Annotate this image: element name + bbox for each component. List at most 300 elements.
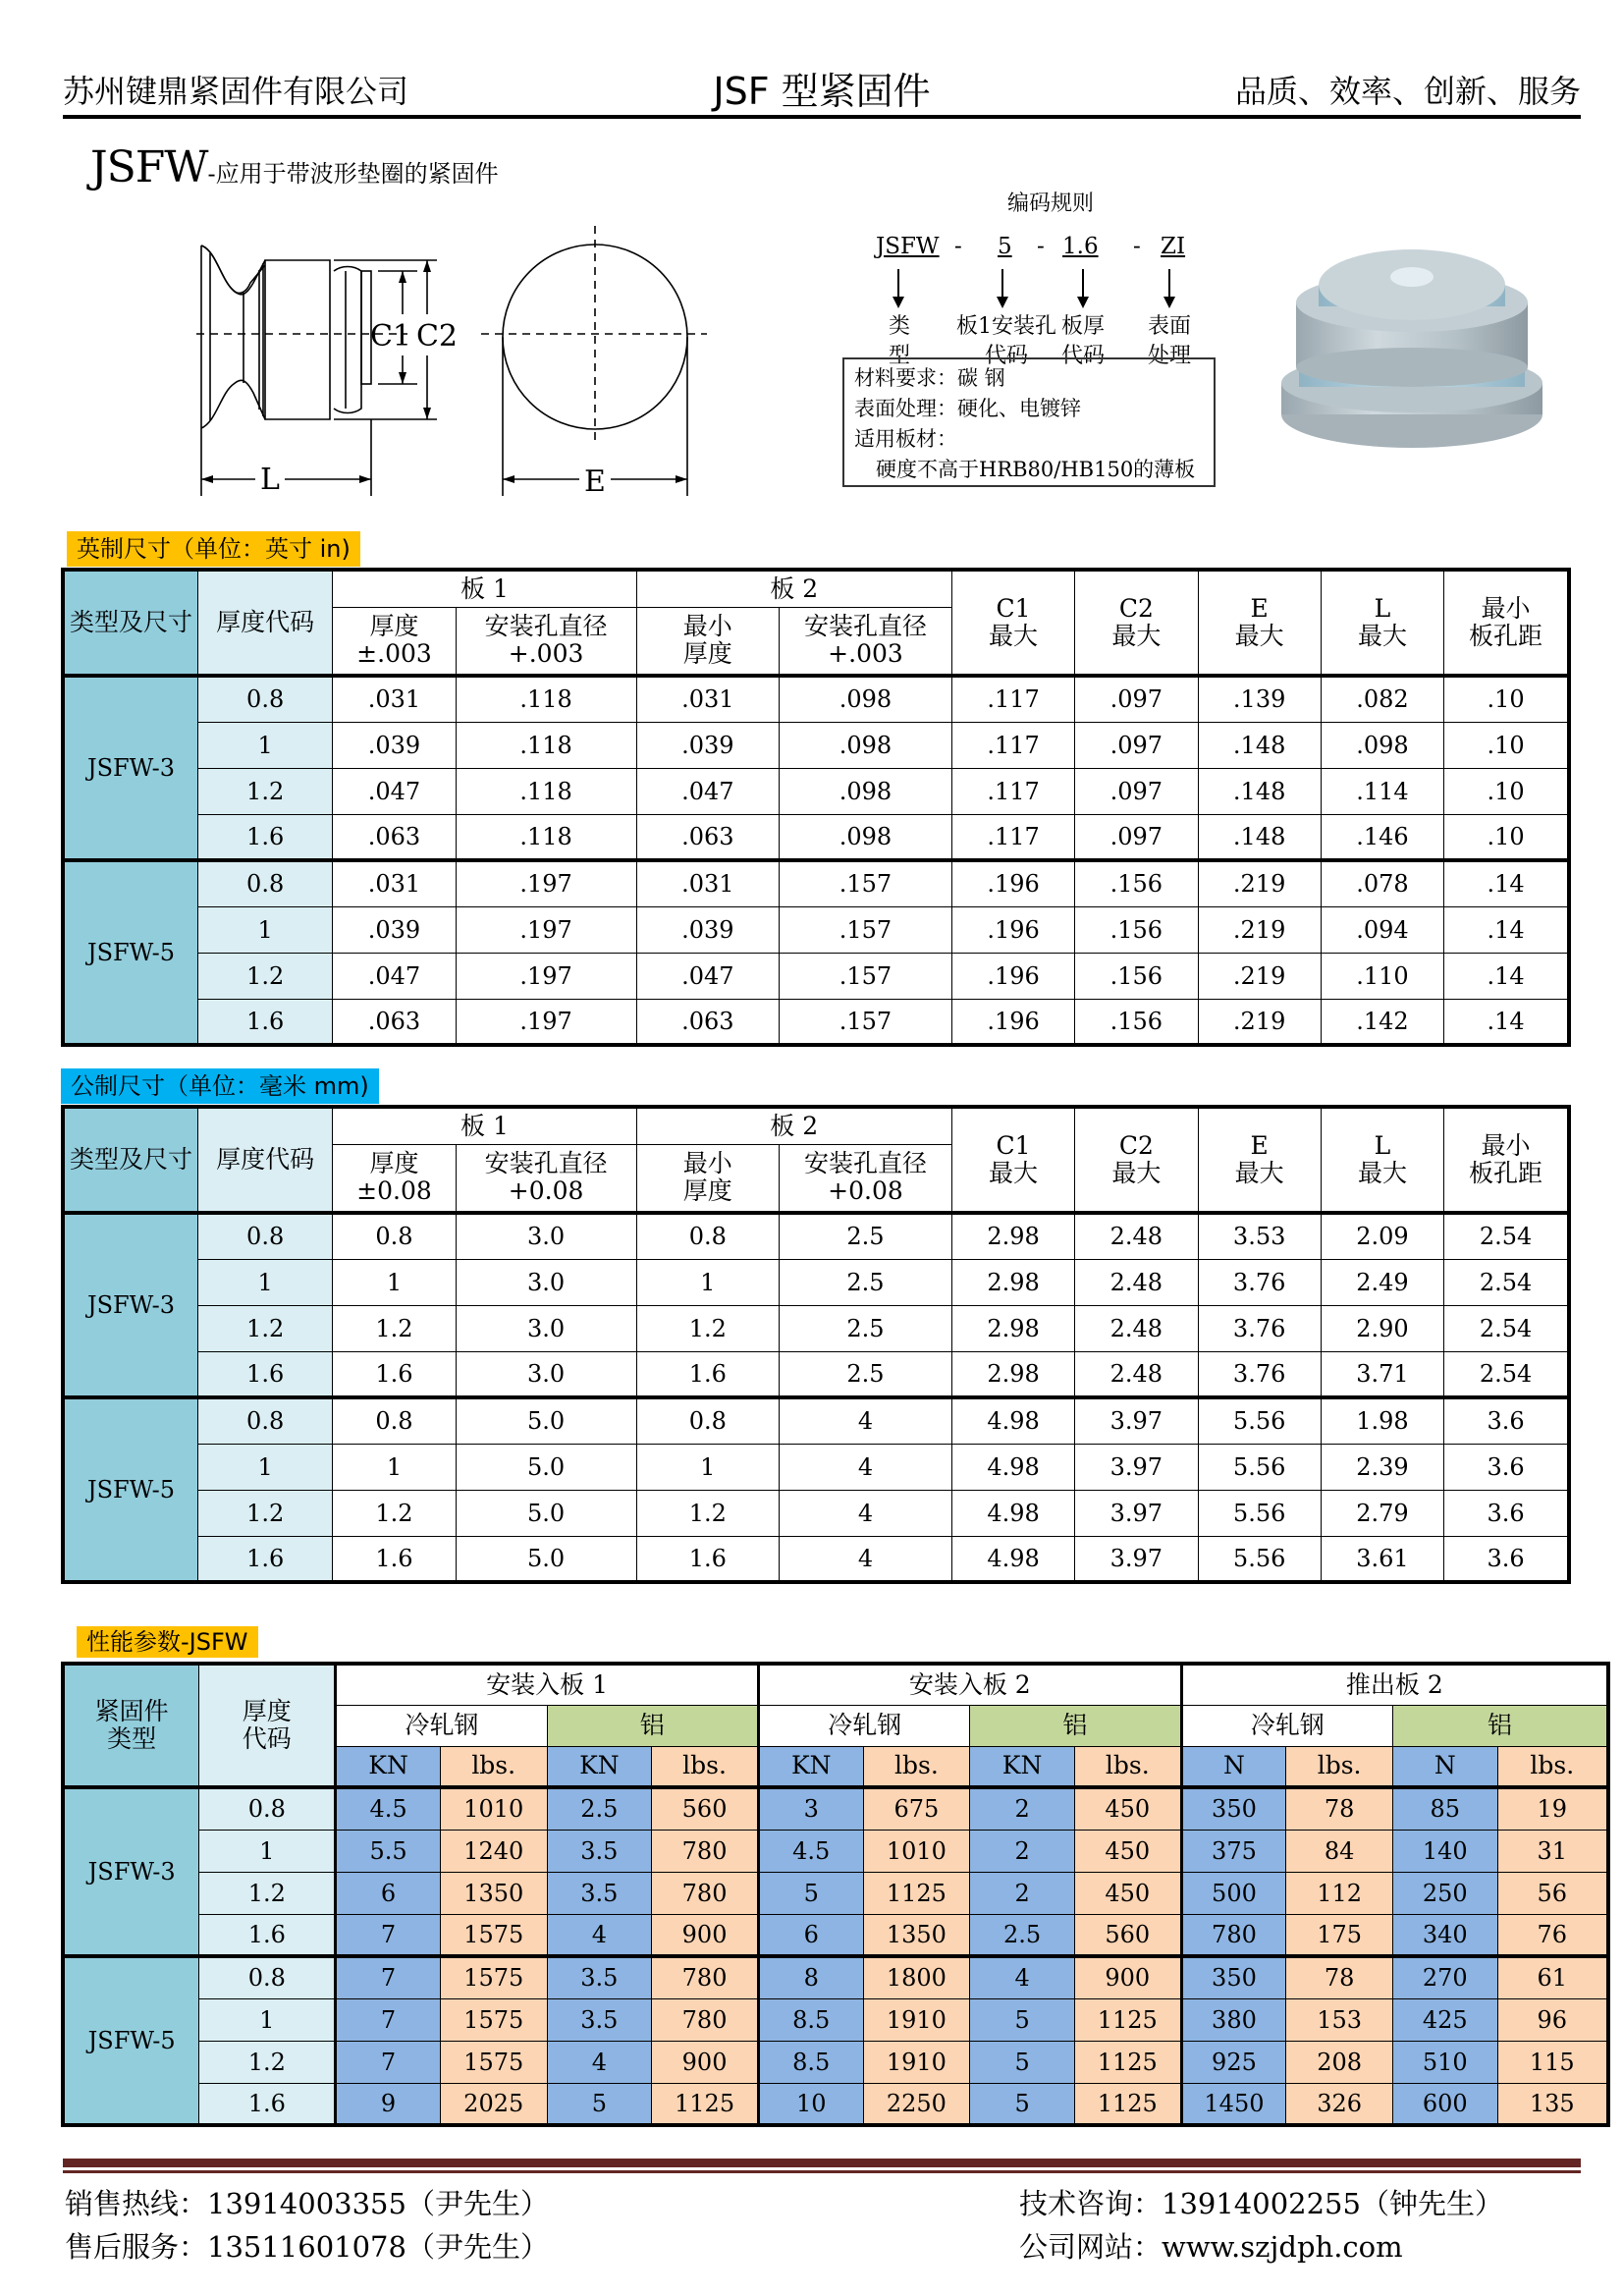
table-row — [63, 722, 1569, 768]
table-row — [63, 1351, 1569, 1397]
thickness-code-cell: 1 — [199, 1830, 336, 1872]
lbs-value-cell: 78 — [1286, 1787, 1393, 1830]
header-divider — [63, 115, 1581, 119]
lbs-value-cell: 780 — [652, 1872, 759, 1914]
table-row — [63, 1956, 1608, 1998]
thickness-code-cell: 1 — [197, 906, 332, 953]
value-cell: .117 — [951, 768, 1074, 814]
fastener-type-cell: JSFW-5 — [63, 860, 197, 1045]
value-cell: 2.98 — [951, 1259, 1074, 1305]
lbs-value-cell: 450 — [1074, 1830, 1181, 1872]
force-value-cell: 3.5 — [547, 1956, 652, 1998]
lbs-value-cell: 76 — [1497, 1914, 1608, 1956]
force-value-cell: 7 — [336, 1914, 441, 1956]
header-p2-hole: 安装孔直径 +.003 — [780, 607, 952, 676]
thickness-code-cell: 0.8 — [197, 1397, 332, 1444]
value-cell: 2.54 — [1444, 1213, 1569, 1259]
force-value-cell: 4 — [547, 2041, 652, 2083]
header-unit-lbs: lbs. — [1497, 1746, 1608, 1787]
force-value-cell: 10 — [758, 2083, 863, 2125]
value-cell: 1 — [333, 1444, 456, 1490]
value-cell: .10 — [1444, 722, 1569, 768]
value-cell: .219 — [1198, 999, 1321, 1045]
code-label-type: 类 型 — [888, 314, 910, 368]
force-value-cell: 510 — [1392, 2041, 1497, 2083]
value-cell: 1.98 — [1321, 1397, 1443, 1444]
force-value-cell: 2.5 — [970, 1914, 1075, 1956]
value-cell: .197 — [456, 953, 636, 999]
value-cell: 4.98 — [951, 1490, 1074, 1536]
value-cell: 4.98 — [951, 1397, 1074, 1444]
table-row — [63, 1305, 1569, 1351]
table-row — [63, 906, 1569, 953]
table-row — [63, 676, 1569, 722]
lbs-value-cell: 78 — [1286, 1956, 1393, 1998]
value-cell: 3.6 — [1444, 1397, 1569, 1444]
plate-label: 适用板材： — [854, 427, 957, 451]
lbs-value-cell: 1125 — [1074, 1998, 1181, 2041]
value-cell: 4 — [780, 1397, 952, 1444]
value-cell: 4.98 — [951, 1536, 1074, 1582]
header-unit-lbs: lbs. — [1074, 1746, 1181, 1787]
value-cell: .082 — [1321, 676, 1443, 722]
value-cell: .098 — [780, 722, 952, 768]
value-cell: 3.6 — [1444, 1444, 1569, 1490]
thickness-code-cell: 1.6 — [199, 2083, 336, 2125]
value-cell: .063 — [636, 999, 780, 1045]
fastener-type-cell: JSFW-3 — [63, 1787, 199, 1956]
plate-value: 硬度不高于HRB80/HB150的薄板 — [876, 458, 1196, 481]
lbs-value-cell: 780 — [652, 1956, 759, 1998]
value-cell: 1.6 — [333, 1536, 456, 1582]
thickness-code-cell: 1.6 — [199, 1914, 336, 1956]
thickness-code-cell: 1.2 — [197, 768, 332, 814]
value-cell: .039 — [333, 906, 456, 953]
value-cell: .197 — [456, 999, 636, 1045]
header-unit-n: N — [1392, 1746, 1497, 1787]
thickness-code-cell: 1 — [197, 1444, 332, 1490]
table-row — [63, 814, 1569, 860]
code-part-type: JSFW — [876, 234, 940, 259]
value-cell: 5.0 — [456, 1397, 636, 1444]
document-title: JSF 型紧固件 — [713, 70, 931, 113]
force-value-cell: 9 — [336, 2083, 441, 2125]
value-cell: 3.61 — [1321, 1536, 1443, 1582]
force-value-cell: 600 — [1392, 2083, 1497, 2125]
value-cell: .156 — [1075, 999, 1198, 1045]
table-row — [63, 1490, 1569, 1536]
force-value-cell: 5 — [970, 1998, 1075, 2041]
table-row — [63, 1998, 1608, 2041]
value-cell: .118 — [456, 676, 636, 722]
value-cell: 2.98 — [951, 1305, 1074, 1351]
value-cell: .110 — [1321, 953, 1443, 999]
lbs-value-cell: 1125 — [1074, 2041, 1181, 2083]
value-cell: .146 — [1321, 814, 1443, 860]
value-cell: 5.0 — [456, 1444, 636, 1490]
force-value-cell: 8.5 — [758, 2041, 863, 2083]
value-cell: 0.8 — [333, 1213, 456, 1259]
value-cell: .148 — [1198, 768, 1321, 814]
value-cell: .156 — [1075, 953, 1198, 999]
value-cell: .14 — [1444, 999, 1569, 1045]
product-photo — [1255, 206, 1579, 452]
force-value-cell: 2 — [970, 1872, 1075, 1914]
value-cell: .031 — [636, 676, 780, 722]
fastener-type-cell: JSFW-3 — [63, 676, 197, 860]
table-row — [63, 2041, 1608, 2083]
value-cell: 2.98 — [951, 1213, 1074, 1259]
force-value-cell: 140 — [1392, 1830, 1497, 1872]
value-cell: 1.6 — [333, 1351, 456, 1397]
value-cell: .148 — [1198, 722, 1321, 768]
value-cell: .118 — [456, 768, 636, 814]
force-value-cell: 375 — [1181, 1830, 1286, 1872]
lbs-value-cell: 675 — [863, 1787, 970, 1830]
force-value-cell: 6 — [758, 1914, 863, 1956]
force-value-cell: 5.5 — [336, 1830, 441, 1872]
lbs-value-cell: 1575 — [440, 2041, 547, 2083]
value-cell: 2.09 — [1321, 1213, 1443, 1259]
lbs-value-cell: 1575 — [440, 1914, 547, 1956]
value-cell: .219 — [1198, 906, 1321, 953]
value-cell: .098 — [780, 814, 952, 860]
c2-label: C2 — [415, 319, 459, 354]
value-cell: .157 — [780, 953, 952, 999]
force-value-cell: 8.5 — [758, 1998, 863, 2041]
fastener-type-cell: JSFW-5 — [63, 1956, 199, 2125]
header-e: E 最大 — [1198, 1107, 1321, 1213]
value-cell: .118 — [456, 814, 636, 860]
force-value-cell: 925 — [1181, 2041, 1286, 2083]
lbs-value-cell: 1240 — [440, 1830, 547, 1872]
value-cell: .078 — [1321, 860, 1443, 906]
product-code: JSFW — [90, 142, 208, 192]
value-cell: 2.39 — [1321, 1444, 1443, 1490]
lbs-value-cell: 560 — [1074, 1914, 1181, 1956]
value-cell: 3.97 — [1075, 1444, 1198, 1490]
arrow-down-icon — [897, 269, 899, 306]
value-cell: 1 — [636, 1259, 780, 1305]
code-separator: - — [1037, 234, 1045, 259]
value-cell: 1.2 — [333, 1305, 456, 1351]
force-value-cell: 4 — [970, 1956, 1075, 1998]
header-l: L 最大 — [1321, 570, 1443, 676]
value-cell: .117 — [951, 814, 1074, 860]
value-cell: 2.49 — [1321, 1259, 1443, 1305]
lbs-value-cell: 560 — [652, 1787, 759, 1830]
lbs-value-cell: 135 — [1497, 2083, 1608, 2125]
table-row — [63, 768, 1569, 814]
lbs-value-cell: 1575 — [440, 1998, 547, 2041]
value-cell: .196 — [951, 999, 1074, 1045]
table-row — [63, 1397, 1569, 1444]
value-cell: 3.0 — [456, 1259, 636, 1305]
lbs-value-cell: 900 — [1074, 1956, 1181, 1998]
value-cell: .219 — [1198, 953, 1321, 999]
value-cell: .098 — [780, 676, 952, 722]
header-steel: 冷轧钢 — [336, 1705, 547, 1746]
thickness-code-cell: 1.2 — [199, 1872, 336, 1914]
value-cell: 2.48 — [1075, 1351, 1198, 1397]
side-view — [201, 231, 491, 496]
value-cell: 2.79 — [1321, 1490, 1443, 1536]
force-value-cell: 3.5 — [547, 1830, 652, 1872]
value-cell: .197 — [456, 860, 636, 906]
table-row — [63, 1259, 1569, 1305]
value-cell: .117 — [951, 722, 1074, 768]
force-value-cell: 5 — [970, 2083, 1075, 2125]
header-unit-kn: KN — [336, 1746, 441, 1787]
thickness-code-cell: 1 — [197, 1259, 332, 1305]
force-value-cell: 5 — [970, 2041, 1075, 2083]
product-subtitle: -应用于带波形垫圈的紧固件 — [207, 160, 499, 188]
value-cell: .157 — [780, 860, 952, 906]
table-row — [63, 1536, 1569, 1582]
value-cell: .196 — [951, 860, 1074, 906]
tech-support: 技术咨询：13914002255（钟先生） — [1019, 2187, 1503, 2220]
header-c2: C2 最大 — [1075, 570, 1198, 676]
l-label: L — [260, 463, 280, 497]
code-part-surface: ZI — [1161, 234, 1186, 259]
header-c1: C1 最大 — [951, 1107, 1074, 1213]
table-row — [63, 860, 1569, 906]
code-rule-title: 编码规则 — [1006, 191, 1094, 216]
value-cell: .063 — [636, 814, 780, 860]
lbs-value-cell: 1125 — [652, 2083, 759, 2125]
header-min-pitch: 最小 板孔距 — [1444, 1107, 1569, 1213]
company-name: 苏州键鼎紧固件有限公司 — [63, 73, 409, 110]
fastener-type-cell: JSFW-5 — [63, 1397, 197, 1582]
value-cell: .047 — [333, 768, 456, 814]
thickness-code-cell: 0.8 — [197, 676, 332, 722]
value-cell: 2.48 — [1075, 1213, 1198, 1259]
header-unit-lbs: lbs. — [440, 1746, 547, 1787]
lbs-value-cell: 115 — [1497, 2041, 1608, 2083]
table-row — [63, 1444, 1569, 1490]
thickness-code-cell: 1.2 — [197, 1490, 332, 1536]
value-cell: 1 — [333, 1259, 456, 1305]
force-value-cell: 4 — [547, 1914, 652, 1956]
header-install-plate1: 安装入板 1 — [336, 1664, 759, 1705]
value-cell: .097 — [1075, 814, 1198, 860]
value-cell: .156 — [1075, 860, 1198, 906]
value-cell: .156 — [1075, 906, 1198, 953]
value-cell: .039 — [333, 722, 456, 768]
table-row — [63, 1213, 1569, 1259]
header-thick-code: 厚度代码 — [197, 1107, 332, 1213]
header-p1-thickness: 厚度 ±.003 — [333, 607, 456, 676]
lbs-value-cell: 1575 — [440, 1956, 547, 1998]
table-row — [63, 1872, 1608, 1914]
thickness-code-cell: 1.2 — [199, 2041, 336, 2083]
thickness-code-cell: 0.8 — [199, 1787, 336, 1830]
value-cell: 5.56 — [1198, 1490, 1321, 1536]
header-type: 类型及尺寸 — [63, 1107, 197, 1213]
force-value-cell: 3.5 — [547, 1872, 652, 1914]
value-cell: 3.6 — [1444, 1490, 1569, 1536]
e-label: E — [584, 465, 606, 499]
value-cell: .142 — [1321, 999, 1443, 1045]
technical-drawing — [196, 226, 746, 511]
header-unit-lbs: lbs. — [652, 1746, 759, 1787]
header-thick-code: 厚度代码 — [197, 570, 332, 676]
header-unit-kn: KN — [970, 1746, 1075, 1787]
value-cell: .031 — [636, 860, 780, 906]
table-row — [63, 1914, 1608, 1956]
value-cell: 3.97 — [1075, 1397, 1198, 1444]
header-p2-min-thickness: 最小 厚度 — [636, 1144, 780, 1213]
company-slogan: 品质、效率、创新、服务 — [1234, 73, 1581, 110]
value-cell: 2.5 — [780, 1259, 952, 1305]
value-cell: 1.2 — [333, 1490, 456, 1536]
value-cell: .097 — [1075, 676, 1198, 722]
header-fastener-type: 紧固件 类型 — [63, 1664, 199, 1787]
value-cell: .063 — [333, 814, 456, 860]
value-cell: 2.54 — [1444, 1305, 1569, 1351]
lbs-value-cell: 56 — [1497, 1872, 1608, 1914]
table-row — [63, 1787, 1608, 1830]
value-cell: .10 — [1444, 768, 1569, 814]
thickness-code-cell: 0.8 — [199, 1956, 336, 1998]
arrow-down-icon — [1168, 269, 1170, 306]
header-p2-min-thickness: 最小 厚度 — [636, 607, 780, 676]
metric-section-tag: 公制尺寸（单位：毫米 mm) — [61, 1068, 379, 1104]
value-cell: .196 — [951, 906, 1074, 953]
value-cell: 2.48 — [1075, 1305, 1198, 1351]
value-cell: 3.76 — [1198, 1305, 1321, 1351]
value-cell: 3.97 — [1075, 1536, 1198, 1582]
value-cell: 3.53 — [1198, 1213, 1321, 1259]
value-cell: 4 — [780, 1490, 952, 1536]
value-cell: .117 — [951, 676, 1074, 722]
force-value-cell: 2.5 — [547, 1787, 652, 1830]
thickness-code-cell: 1.6 — [197, 999, 332, 1045]
lbs-value-cell: 1010 — [863, 1830, 970, 1872]
lbs-value-cell: 61 — [1497, 1956, 1608, 1998]
header-pushout-plate2: 推出板 2 — [1181, 1664, 1608, 1705]
value-cell: .094 — [1321, 906, 1443, 953]
force-value-cell: 270 — [1392, 1956, 1497, 1998]
force-value-cell: 2 — [970, 1830, 1075, 1872]
value-cell: 3.76 — [1198, 1259, 1321, 1305]
lbs-value-cell: 450 — [1074, 1787, 1181, 1830]
value-cell: .148 — [1198, 814, 1321, 860]
value-cell: .114 — [1321, 768, 1443, 814]
header-c2: C2 最大 — [1075, 1107, 1198, 1213]
force-value-cell: 85 — [1392, 1787, 1497, 1830]
lbs-value-cell: 1350 — [863, 1914, 970, 1956]
force-value-cell: 4.5 — [758, 1830, 863, 1872]
performance-section-tag: 性能参数-JSFW — [77, 1626, 258, 1658]
header-unit-kn: KN — [547, 1746, 652, 1787]
value-cell: 5.56 — [1198, 1397, 1321, 1444]
force-value-cell: 5 — [547, 2083, 652, 2125]
lbs-value-cell: 19 — [1497, 1787, 1608, 1830]
arrow-down-icon — [1082, 269, 1084, 306]
lbs-value-cell: 1125 — [863, 1872, 970, 1914]
value-cell: .14 — [1444, 953, 1569, 999]
table-row — [63, 953, 1569, 999]
lbs-value-cell: 1800 — [863, 1956, 970, 1998]
header-p1-hole: 安装孔直径 +0.08 — [456, 1144, 636, 1213]
value-cell: .197 — [456, 906, 636, 953]
value-cell: .097 — [1075, 768, 1198, 814]
value-cell: .157 — [780, 999, 952, 1045]
footer-divider — [63, 2170, 1581, 2173]
thickness-code-cell: 1.2 — [197, 1305, 332, 1351]
lbs-value-cell: 326 — [1286, 2083, 1393, 2125]
value-cell: 1.2 — [636, 1490, 780, 1536]
value-cell: 3.0 — [456, 1305, 636, 1351]
force-value-cell: 4.5 — [336, 1787, 441, 1830]
header-type: 类型及尺寸 — [63, 570, 197, 676]
value-cell: 5.0 — [456, 1490, 636, 1536]
value-cell: 5.56 — [1198, 1444, 1321, 1490]
force-value-cell: 7 — [336, 2041, 441, 2083]
value-cell: 3.71 — [1321, 1351, 1443, 1397]
lbs-value-cell: 175 — [1286, 1914, 1393, 1956]
top-view — [481, 226, 707, 496]
value-cell: 2.98 — [951, 1351, 1074, 1397]
force-value-cell: 3 — [758, 1787, 863, 1830]
arrow-down-icon — [1001, 269, 1003, 306]
force-value-cell: 350 — [1181, 1787, 1286, 1830]
value-cell: .10 — [1444, 676, 1569, 722]
imperial-section-tag: 英制尺寸（单位：英寸 in) — [67, 531, 360, 567]
lbs-value-cell: 1010 — [440, 1787, 547, 1830]
code-label-thickness: 板厚 代码 — [1060, 314, 1105, 368]
code-label-surface: 表面 处理 — [1147, 314, 1191, 368]
value-cell: 3.0 — [456, 1213, 636, 1259]
fastener-type-cell: JSFW-3 — [63, 1213, 197, 1397]
value-cell: .098 — [1321, 722, 1443, 768]
value-cell: .031 — [333, 860, 456, 906]
force-value-cell: 500 — [1181, 1872, 1286, 1914]
code-part-hole: 5 — [998, 234, 1012, 259]
lbs-value-cell: 1125 — [1074, 2083, 1181, 2125]
header-thick-code: 厚度 代码 — [199, 1664, 336, 1787]
product-title — [90, 142, 499, 192]
force-value-cell: 425 — [1392, 1998, 1497, 2041]
thickness-code-cell: 1.2 — [197, 953, 332, 999]
lbs-value-cell: 112 — [1286, 1872, 1393, 1914]
header-e: E 最大 — [1198, 570, 1321, 676]
thickness-code-cell: 0.8 — [197, 1213, 332, 1259]
value-cell: .031 — [333, 676, 456, 722]
value-cell: 0.8 — [636, 1213, 780, 1259]
value-cell: 4 — [780, 1444, 952, 1490]
value-cell: 0.8 — [333, 1397, 456, 1444]
thickness-code-cell: 1.6 — [197, 1351, 332, 1397]
header-install-plate2: 安装入板 2 — [758, 1664, 1181, 1705]
force-value-cell: 2 — [970, 1787, 1075, 1830]
force-value-cell: 380 — [1181, 1998, 1286, 2041]
value-cell: .063 — [333, 999, 456, 1045]
header-c1: C1 最大 — [951, 570, 1074, 676]
imperial-dimension-table — [61, 568, 1571, 1047]
force-value-cell: 780 — [1181, 1914, 1286, 1956]
lbs-value-cell: 780 — [652, 1998, 759, 2041]
value-cell: .14 — [1444, 906, 1569, 953]
lbs-value-cell: 450 — [1074, 1872, 1181, 1914]
value-cell: 3.97 — [1075, 1490, 1198, 1536]
header-unit-n: N — [1181, 1746, 1286, 1787]
value-cell: 3.6 — [1444, 1536, 1569, 1582]
thickness-code-cell: 0.8 — [197, 860, 332, 906]
value-cell: 2.54 — [1444, 1351, 1569, 1397]
thickness-code-cell: 1.6 — [197, 1536, 332, 1582]
